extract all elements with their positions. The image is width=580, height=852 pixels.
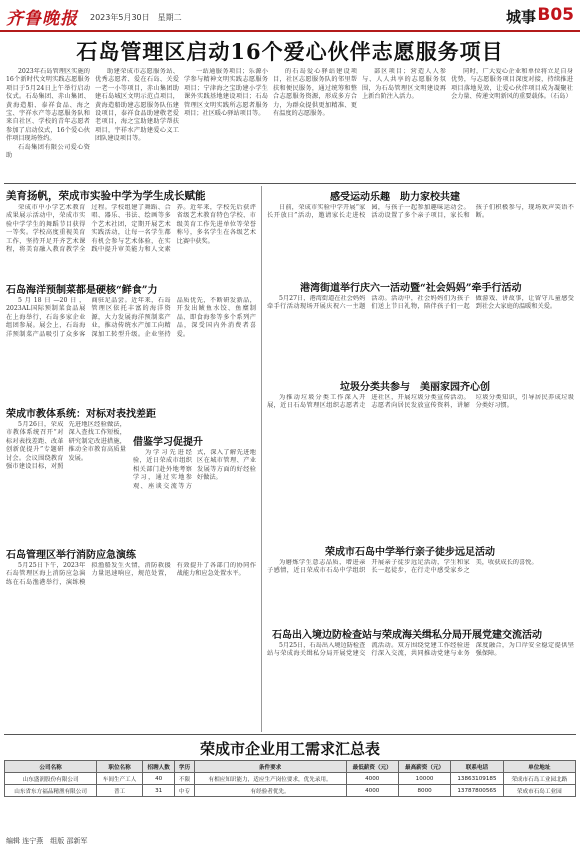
lead-col-5 (362, 68, 446, 180)
divider (4, 734, 576, 735)
header-max-salary: 最高薪资（元） (398, 761, 450, 773)
cell-max-salary: 10000 (398, 773, 450, 785)
main-headline: 石岛管理区启动16个爱心伙伴志愿服务项目 (76, 39, 504, 64)
newspaper-logo: 齐鲁晚报 (6, 9, 78, 29)
section-name: 城事 (505, 8, 536, 26)
cell-requirements: 有相应知识能力，适应生产岗位要求，优先录用。 (194, 773, 346, 785)
article-body-hiking (267, 559, 574, 619)
cell-count: 31 (142, 785, 174, 797)
article-body-fire-drill (6, 562, 256, 727)
article-title-fire-drill: 石岛管理区举行消防应急演练 (6, 550, 136, 561)
article-text: 5月18日—20日，2023AL国际预制菜食品展在上海举行，石岛多家企业组团参展。展会上，石岛海洋预制菜产品吸引了众多客商驻足品尝。近年来，石岛管理区依托丰富的海洋资源，大力发展海洋预制菜产业，推动传统水产加工向精深加工转型升级。企业坚持品质优先，不断研发新品，开发出鲅鱼水饺、鱼糜制品、即食海参等多个系列产品，深受国内外消费者喜爱。 (6, 297, 256, 338)
article-title-arts: 美育扬帆，荣成市实验中学为学生成长赋能 (6, 190, 206, 202)
header-requirements: 条件要求 (194, 761, 346, 773)
lead-col-2 (95, 68, 179, 180)
lead-paragraph: 一站通服务项目；乐源小学参与精神文明实践志愿服务项目；宁津海之宝助建小学生课外实践基地建设项目；石岛管理区文明实践所志愿者服务项目；社区暖心驿站项目等。 (184, 68, 268, 118)
lead-paragraph: 同时，广大爱心企业和单位将立足自身优势，与志愿服务项目深度对接，持续推进项目落地见效，让爱心伙伴项目成为凝聚社会力量、传递文明新风的重要载体。（石岛） (451, 68, 573, 101)
article-text: 5月26日，荣成市教体系统召开“对标对表找差距、改革创新促提升”专题研讨会。会议围绕教育强市建设目标，对照先进地区经验做法，深入查找工作短板，研究制定改进措施，推动全市教育高质量发展。 (6, 421, 126, 471)
lead-paragraph: 石岛集团有限公司爱心资助 (6, 143, 90, 160)
article-title-education: 荣成市教体系统：对标对表找差距 (6, 409, 156, 420)
cell-min-salary: 4000 (346, 785, 398, 797)
job-table (4, 760, 576, 797)
cell-max-salary: 8000 (398, 785, 450, 797)
article-body-study (133, 449, 256, 539)
page-number: B05 (537, 5, 574, 25)
article-text: 为推动垃圾分类工作深入开展，近日石岛管理区组织志愿者走进社区，开展垃圾分类宣传活动。志愿者向居民发放宣传资料，讲解垃圾分类知识，引导居民养成垃圾分类好习惯。 (267, 394, 574, 410)
lead-col-3 (184, 68, 268, 180)
cell-company: 山东盛润股份有限公司 (5, 773, 97, 785)
divider (4, 183, 576, 184)
cell-requirements: 有经验者优先。 (194, 785, 346, 797)
header-phone: 联系电话 (451, 761, 503, 773)
cell-position: 普工 (97, 785, 143, 797)
header-count: 招聘人数 (142, 761, 174, 773)
cell-education: 中专 (175, 785, 194, 797)
cell-phone: 13787800565 (451, 785, 503, 797)
cell-company: 山东省东方福品精渔有限公司 (5, 785, 97, 797)
job-table-title: 荣成市企业用工需求汇总表 (199, 740, 380, 758)
header-company: 公司名称 (5, 761, 97, 773)
lead-paragraph: 的石岛爱心驿站建设项目，社区志愿服务队的邻里帮扶和便民服务，通过统筹和整合志愿服务资源，形成多方合力，为群众提供更加精准、更有温度的志愿服务。 (273, 68, 357, 118)
lead-paragraph: 部区项目；营造人人参与、人人共享的志愿服务氛围，为石岛管理区文明建设再上新台阶注入活力。 (362, 68, 446, 101)
article-title-seafood: 石岛海洋预制菜都是硬核“鲜食”力 (6, 285, 158, 296)
lead-col-1 (6, 68, 90, 180)
cell-count: 40 (142, 773, 174, 785)
article-text: 5月25日下午，2023年石岛管理区海上消防应急演练在石岛渔港举行，演练模拟渔船发生火情，消防救援力量迅速响应，规范处置，有效提升了各部门的协同作战能力和应急处置水平。 (6, 562, 256, 586)
article-text: 5月25日，石岛出入境边防检查站与荣成海关缉私分局开展党建交流活动。双方围绕党建工作经验进行深入交流，共同推动党建与业务深度融合，为口岸安全稳定提供坚强保障。 (267, 642, 574, 658)
header-address: 单位地址 (503, 761, 575, 773)
table-row (5, 785, 576, 797)
masthead (0, 0, 580, 32)
cell-address: 荣成市石岛工业园 (503, 785, 575, 797)
header-education: 学历 (175, 761, 194, 773)
article-title-childrens-day: 港湾街道举行庆六一活动暨“社会妈妈”牵手行活动 (300, 283, 522, 294)
lead-col-6 (451, 68, 573, 180)
cell-education: 不限 (175, 773, 194, 785)
cell-address: 荣成市石岛工业园北路 (503, 773, 575, 785)
table-header-row (5, 761, 576, 773)
lead-col-4 (273, 68, 357, 180)
page-footer: 编辑 连宁燕 组版 邵新军 (6, 837, 88, 845)
header-min-salary: 最低薪资（元） (346, 761, 398, 773)
cell-phone: 13863109185 (451, 773, 503, 785)
article-body-seafood (6, 297, 256, 397)
cell-min-salary: 4000 (346, 773, 398, 785)
article-body-garbage (267, 394, 574, 534)
article-text: 为磨炼学生意志品质，增进亲子感情，近日荣成市石岛中学组织开展亲子徒步远足活动，学生和家长一起徒步，在行走中感受家乡之美，收获成长的喜悦。 (267, 559, 538, 575)
cell-position: 车间生产工人 (97, 773, 143, 785)
table-row (5, 773, 576, 785)
lead-paragraph: 2023年石岛管理区实施的16个新时代文明实践志愿服务项目于5月24日上午举行启动仪式。石岛集团、赤山集团、黄海造船、泰祥食品、海之宝、宇祥水产等志愿服务队和来自社区、学校的青年志愿者参加了启动仪式，16个爱心伙伴项目现场签约。 (6, 68, 90, 143)
article-title-hiking: 荣成市石岛中学举行亲子徒步远足活动 (325, 547, 495, 558)
article-title-study: 借鉴学习促提升 (133, 437, 203, 448)
article-body-arts (6, 204, 256, 274)
article-title-border: 石岛出入境边防检查站与荣成海关缉私分局开展党建交流活动 (272, 630, 542, 641)
article-body-sports (267, 204, 574, 264)
column-rule (261, 186, 262, 732)
header-position: 职位名称 (97, 761, 143, 773)
article-text: 5月27日，港湾街道在社会妈妈牵手行活动现场开展庆祝六一主题活动。活动中，社会妈妈们为孩子们送上节日礼物，陪伴孩子们一起做游戏、讲故事，让留守儿童感受到社会大家庭的温暖和关爱。 (267, 295, 574, 311)
article-body-childrens-day (267, 295, 574, 370)
article-body-education (6, 421, 126, 536)
article-title-sports: 感受运动乐趣 助力家校共建 (330, 192, 460, 203)
article-body-border (267, 642, 574, 730)
article-text: 日前，荣成市实验中学开展“家长开放日”活动，邀请家长走进校园，与孩子一起参加趣味运动会。活动设置了多个亲子项目，家长和孩子们积极参与，现场欢声笑语不断。 (267, 204, 574, 220)
issue-date: 2023年5月30日 星期二 (90, 13, 182, 22)
article-title-garbage: 垃圾分类共参与 美丽家园齐心创 (340, 382, 490, 393)
article-text: 为学习先进经验，近日荣成市组织相关部门赴外地考察学习，通过实地参观、座谈交流等方式，深入了解先进地区在城市管理、产业发展等方面的好经验好做法。 (133, 449, 256, 490)
lead-paragraph: 助建荣成市志愿服务站、优秀志愿者、爱在石岛、关爱一老一小等项目，赤山集团助建石岛城区文明示范点项目，黄海造船助建志愿服务队伍建设项目，泰祥食品助建敬老爱老项目，海之宝助建助学帮扶项目，宇祥水产助建爱心义工团队建设项目等。 (95, 68, 179, 143)
article-text: 荣成市中小学艺术教育成果展示活动中，荣成市实验中学学生的舞蹈节目获得一等奖。学校高度重视美育工作，坚持开足开齐艺术课程，将美育融入教育教学全过程。学校组建了舞蹈、合唱、器乐、书法、绘画等多个艺术社团，定期开展艺术实践活动，让每一名学生都有机会参与艺术体验，在实践中提升审美能力和人文素养。近年来，学校先后获评省级艺术教育特色学校、市级美育工作先进单位等荣誉称号，多名学生在各级艺术比赛中获奖。 (6, 204, 256, 254)
